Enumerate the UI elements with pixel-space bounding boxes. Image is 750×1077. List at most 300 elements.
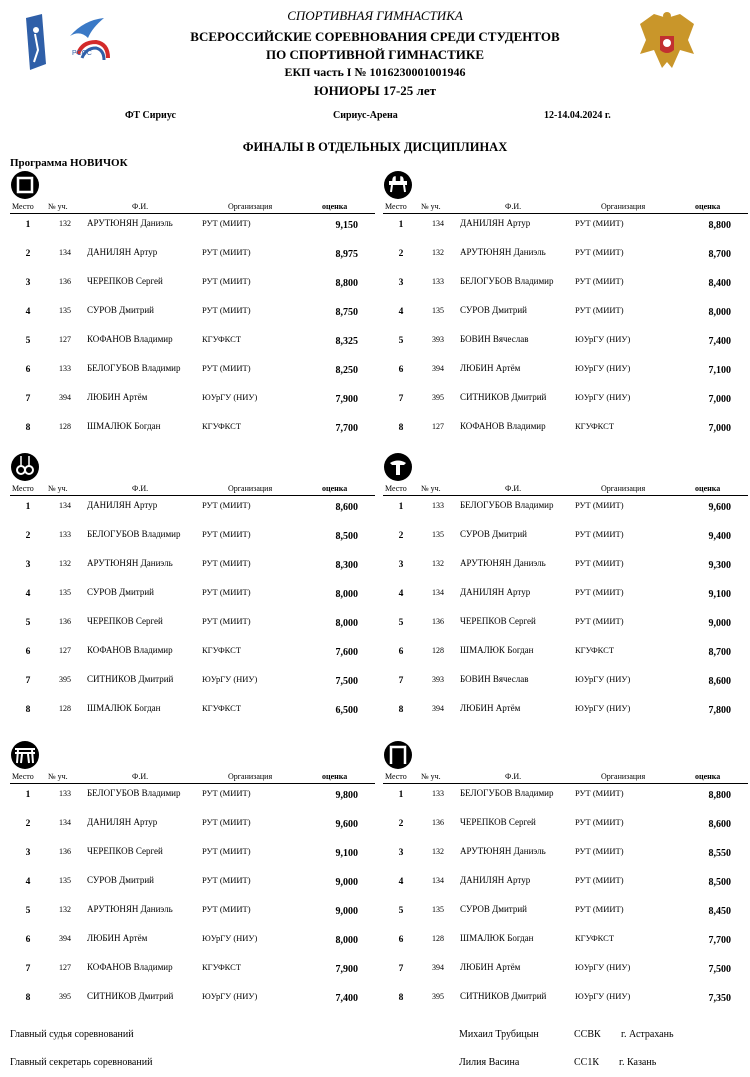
athlete-number-cell: 394: [432, 704, 444, 713]
table-row: [383, 614, 748, 643]
score-cell: 8,800: [708, 220, 731, 231]
table-row: [383, 643, 748, 672]
place-cell: 1: [398, 502, 404, 512]
athlete-name-cell: ЛЮБИН Артём: [460, 703, 521, 713]
athlete-number-cell: 136: [59, 277, 71, 286]
organization-cell: РУТ (МИИТ): [575, 587, 624, 597]
table-row: [383, 498, 748, 527]
table-row: [10, 419, 375, 448]
organization-cell: ЮУрГУ (НИУ): [575, 991, 631, 1001]
organization-cell: РУТ (МИИТ): [202, 875, 251, 885]
score-cell: 9,100: [335, 848, 358, 859]
table-row: [10, 701, 375, 730]
athlete-number-cell: 394: [59, 934, 71, 943]
table-row: [10, 390, 375, 419]
organization-cell: РУТ (МИИТ): [202, 904, 251, 914]
head-judge-title: Главный судья соревнований: [10, 1029, 134, 1040]
table-header: [383, 482, 748, 496]
place-cell: 2: [398, 249, 404, 259]
athlete-number-cell: 395: [59, 992, 71, 1001]
athlete-number-cell: 132: [59, 905, 71, 914]
place-cell: 7: [25, 676, 31, 686]
score-cell: 7,700: [708, 935, 731, 946]
table-row: [10, 643, 375, 672]
floor-icon: [10, 170, 40, 200]
athlete-name-cell: СИТНИКОВ Дмитрий: [460, 991, 547, 1001]
athlete-name-cell: АРУТЮНЯН Даниэль: [460, 247, 546, 257]
head-judge-city: г. Астрахань: [621, 1029, 674, 1040]
athlete-name-cell: СУРОВ Дмитрий: [460, 904, 527, 914]
place-cell: 4: [25, 877, 31, 887]
vault-icon: [383, 452, 413, 482]
head-secretary-title: Главный секретарь соревнований: [10, 1057, 153, 1068]
athlete-name-cell: СИТНИКОВ Дмитрий: [87, 674, 174, 684]
athlete-number-cell: 393: [432, 335, 444, 344]
score-cell: 9,000: [335, 906, 358, 917]
column-header-num: № уч.: [421, 772, 441, 781]
table-row: [383, 274, 748, 303]
athlete-number-cell: 133: [59, 364, 71, 373]
athlete-name-cell: ДАНИЛЯН Артур: [460, 587, 531, 597]
score-cell: 7,500: [335, 676, 358, 687]
athlete-name-cell: ДАНИЛЯН Артур: [460, 875, 531, 885]
table-row: [383, 332, 748, 361]
score-cell: 9,100: [708, 589, 731, 600]
athlete-name-cell: БЕЛОГУБОВ Владимир: [87, 529, 181, 539]
athlete-name-cell: КОФАНОВ Владимир: [87, 645, 173, 655]
athlete-number-cell: 135: [432, 905, 444, 914]
place-cell: 6: [25, 935, 31, 945]
place-cell: 4: [25, 589, 31, 599]
organization-cell: РУТ (МИИТ): [575, 817, 624, 827]
athlete-name-cell: АРУТЮНЯН Даниэль: [87, 218, 173, 228]
parallel-bars-icon: [10, 740, 40, 770]
place-cell: 5: [398, 336, 404, 346]
organization-cell: КГУФКСТ: [202, 703, 242, 713]
table-row: [10, 614, 375, 643]
table-row: [383, 216, 748, 245]
score-cell: 7,400: [708, 336, 731, 347]
organization-cell: ЮУрГУ (НИУ): [575, 334, 631, 344]
place-cell: 2: [25, 249, 31, 259]
place-cell: 5: [398, 618, 404, 628]
place-cell: 3: [25, 560, 31, 570]
score-cell: 7,400: [335, 993, 358, 1004]
athlete-name-cell: ШМАЛЮК Богдан: [87, 703, 161, 713]
organizer: ФТ Сириус: [125, 110, 176, 121]
place-cell: 5: [25, 618, 31, 628]
head-secretary-category: СС1К: [574, 1057, 600, 1068]
table-row: [10, 585, 375, 614]
athlete-name-cell: СИТНИКОВ Дмитрий: [460, 392, 547, 402]
age-category: ЮНИОРЫ 17-25 лет: [314, 83, 436, 98]
column-header-score: оценка: [322, 202, 348, 211]
logo-text: РССС: [72, 50, 92, 57]
place-cell: 2: [398, 531, 404, 541]
place-cell: 6: [398, 935, 404, 945]
athlete-number-cell: 133: [432, 789, 444, 798]
column-header-score: оценка: [322, 772, 348, 781]
table-row: [10, 274, 375, 303]
table-row: [383, 873, 748, 902]
score-cell: 7,500: [708, 964, 731, 975]
place-cell: 8: [25, 993, 31, 1003]
athlete-number-cell: 127: [432, 422, 444, 431]
place-cell: 5: [25, 336, 31, 346]
score-cell: 7,350: [708, 993, 731, 1004]
athlete-number-cell: 132: [59, 219, 71, 228]
athlete-name-cell: ЧЕРЕПКОВ Сергей: [460, 817, 536, 827]
table-row: [383, 701, 748, 730]
score-cell: 8,250: [335, 365, 358, 376]
place-cell: 5: [398, 906, 404, 916]
athlete-number-cell: 133: [59, 530, 71, 539]
athlete-name-cell: АРУТЮНЯН Даниэль: [460, 558, 546, 568]
place-cell: 7: [398, 964, 404, 974]
column-header-place: Место: [385, 484, 407, 493]
athlete-name-cell: ШМАЛЮК Богдан: [87, 421, 161, 431]
athlete-name-cell: БЕЛОГУБОВ Владимир: [460, 788, 554, 798]
apparatus-results-table: [383, 452, 748, 732]
athlete-name-cell: ДАНИЛЯН Артур: [460, 218, 531, 228]
score-cell: 8,000: [708, 307, 731, 318]
athlete-number-cell: 395: [432, 992, 444, 1001]
apparatus-results-table: [383, 740, 748, 1020]
athlete-name-cell: ШМАЛЮК Богдан: [460, 645, 534, 655]
score-cell: 9,800: [335, 790, 358, 801]
column-header-place: Место: [12, 484, 34, 493]
organization-cell: РУТ (МИИТ): [202, 817, 251, 827]
score-cell: 8,300: [335, 560, 358, 571]
organization-cell: КГУФКСТ: [575, 645, 615, 655]
athlete-name-cell: АРУТЮНЯН Даниэль: [87, 904, 173, 914]
athlete-name-cell: ДАНИЛЯН Артур: [87, 247, 158, 257]
column-header-num: № уч.: [48, 772, 68, 781]
organization-cell: РУТ (МИИТ): [575, 875, 624, 885]
athlete-number-cell: 135: [432, 530, 444, 539]
score-cell: 7,900: [335, 394, 358, 405]
score-cell: 9,150: [335, 220, 358, 231]
athlete-number-cell: 133: [59, 789, 71, 798]
organization-cell: РУТ (МИИТ): [202, 276, 251, 286]
score-cell: 8,000: [335, 589, 358, 600]
column-header-score: оценка: [695, 202, 721, 211]
score-cell: 9,000: [708, 618, 731, 629]
athlete-name-cell: СИТНИКОВ Дмитрий: [87, 991, 174, 1001]
place-cell: 1: [398, 790, 404, 800]
organization-cell: РУТ (МИИТ): [575, 846, 624, 856]
score-cell: 8,750: [335, 307, 358, 318]
score-cell: 8,000: [335, 618, 358, 629]
column-header-num: № уч.: [48, 202, 68, 211]
athlete-number-cell: 136: [59, 617, 71, 626]
place-cell: 3: [398, 278, 404, 288]
place-cell: 6: [25, 365, 31, 375]
table-row: [10, 902, 375, 931]
athlete-number-cell: 128: [432, 646, 444, 655]
place-cell: 7: [398, 676, 404, 686]
column-header-org: Организация: [601, 772, 646, 781]
apparatus-results-table: [383, 170, 748, 450]
athlete-number-cell: 134: [59, 818, 71, 827]
place-cell: 4: [25, 307, 31, 317]
athlete-name-cell: ЛЮБИН Артём: [460, 363, 521, 373]
score-cell: 8,600: [708, 676, 731, 687]
head-secretary-city: г. Казань: [619, 1057, 657, 1068]
place-cell: 2: [398, 819, 404, 829]
score-cell: 7,600: [335, 647, 358, 658]
athlete-name-cell: ЧЕРЕПКОВ Сергей: [87, 846, 163, 856]
score-cell: 8,700: [708, 647, 731, 658]
score-cell: 8,500: [335, 531, 358, 542]
place-cell: 2: [25, 819, 31, 829]
organization-cell: РУТ (МИИТ): [202, 788, 251, 798]
score-cell: 8,325: [335, 336, 358, 347]
table-row: [383, 844, 748, 873]
table-row: [10, 498, 375, 527]
column-header-name: Ф.И.: [132, 772, 149, 781]
athlete-name-cell: КОФАНОВ Владимир: [87, 962, 173, 972]
athlete-number-cell: 394: [432, 364, 444, 373]
table-row: [383, 672, 748, 701]
athlete-name-cell: СУРОВ Дмитрий: [87, 587, 154, 597]
organization-cell: РУТ (МИИТ): [202, 305, 251, 315]
venue: Сириус-Арена: [333, 110, 398, 121]
table-row: [383, 902, 748, 931]
athlete-name-cell: ЧЕРЕПКОВ Сергей: [460, 616, 536, 626]
place-cell: 4: [398, 589, 404, 599]
athlete-name-cell: ШМАЛЮК Богдан: [460, 933, 534, 943]
athlete-number-cell: 128: [432, 934, 444, 943]
athlete-name-cell: БОВИН Вячеслав: [460, 334, 529, 344]
organization-cell: РУТ (МИИТ): [575, 904, 624, 914]
place-cell: 3: [398, 560, 404, 570]
table-row: [383, 527, 748, 556]
head-judge-name: Михаил Трубицын: [459, 1029, 539, 1040]
score-cell: 9,600: [708, 502, 731, 513]
place-cell: 5: [25, 906, 31, 916]
table-row: [383, 931, 748, 960]
table-row: [383, 960, 748, 989]
score-cell: 7,100: [708, 365, 731, 376]
column-header-name: Ф.И.: [505, 202, 522, 211]
score-cell: 7,900: [335, 964, 358, 975]
ekp-number: ЕКП часть I № 1016230001001946: [284, 65, 466, 79]
organization-cell: РУТ (МИИТ): [575, 788, 624, 798]
score-cell: 7,000: [708, 394, 731, 405]
table-row: [10, 556, 375, 585]
score-cell: 8,450: [708, 906, 731, 917]
column-header-name: Ф.И.: [505, 484, 522, 493]
place-cell: 3: [25, 278, 31, 288]
place-cell: 8: [398, 993, 404, 1003]
score-cell: 8,800: [335, 278, 358, 289]
athlete-name-cell: СУРОВ Дмитрий: [87, 875, 154, 885]
athlete-name-cell: ЛЮБИН Артём: [460, 962, 521, 972]
place-cell: 6: [25, 647, 31, 657]
table-row: [10, 873, 375, 902]
dates: 12-14.04.2024 г.: [544, 110, 611, 121]
column-header-org: Организация: [601, 202, 646, 211]
column-header-org: Организация: [228, 484, 273, 493]
column-header-score: оценка: [695, 772, 721, 781]
organization-cell: КГУФКСТ: [575, 421, 615, 431]
pommel-horse-icon: [383, 170, 413, 200]
place-cell: 8: [398, 423, 404, 433]
column-header-place: Место: [12, 772, 34, 781]
column-header-num: № уч.: [421, 202, 441, 211]
table-header: [10, 200, 375, 214]
table-row: [10, 931, 375, 960]
table-row: [383, 815, 748, 844]
organization-cell: КГУФКСТ: [202, 421, 242, 431]
table-header: [383, 770, 748, 784]
column-header-place: Место: [385, 772, 407, 781]
table-row: [10, 786, 375, 815]
place-cell: 7: [25, 964, 31, 974]
athlete-number-cell: 134: [59, 248, 71, 257]
place-cell: 8: [398, 705, 404, 715]
athlete-number-cell: 135: [59, 876, 71, 885]
organization-cell: РУТ (МИИТ): [575, 500, 624, 510]
athlete-name-cell: КОФАНОВ Владимир: [460, 421, 546, 431]
score-cell: 7,000: [708, 423, 731, 434]
place-cell: 1: [25, 220, 31, 230]
organization-cell: РУТ (МИИТ): [575, 529, 624, 539]
place-cell: 7: [398, 394, 404, 404]
athlete-number-cell: 394: [432, 963, 444, 972]
table-row: [10, 527, 375, 556]
score-cell: 8,550: [708, 848, 731, 859]
athlete-name-cell: СУРОВ Дмитрий: [460, 529, 527, 539]
athlete-name-cell: СУРОВ Дмитрий: [460, 305, 527, 315]
column-header-num: № уч.: [421, 484, 441, 493]
organization-cell: КГУФКСТ: [575, 933, 615, 943]
score-cell: 8,600: [335, 502, 358, 513]
organization-cell: КГУФКСТ: [202, 645, 242, 655]
table-row: [383, 556, 748, 585]
table-row: [10, 815, 375, 844]
place-cell: 8: [25, 423, 31, 433]
athlete-name-cell: ЧЕРЕПКОВ Сергей: [87, 276, 163, 286]
table-row: [10, 960, 375, 989]
athlete-name-cell: ДАНИЛЯН Артур: [87, 817, 158, 827]
athlete-number-cell: 128: [59, 704, 71, 713]
athlete-number-cell: 136: [432, 617, 444, 626]
table-row: [383, 989, 748, 1018]
organization-cell: ЮУрГУ (НИУ): [202, 933, 258, 943]
score-cell: 9,300: [708, 560, 731, 571]
athlete-number-cell: 132: [432, 248, 444, 257]
head-judge-category: ССВК: [574, 1029, 601, 1040]
athlete-number-cell: 134: [432, 588, 444, 597]
column-header-score: оценка: [322, 484, 348, 493]
score-cell: 9,000: [335, 877, 358, 888]
athlete-number-cell: 128: [59, 422, 71, 431]
athlete-number-cell: 135: [59, 588, 71, 597]
apparatus-results-table: [10, 170, 375, 450]
athlete-number-cell: 135: [432, 306, 444, 315]
table-row: [10, 216, 375, 245]
table-row: [383, 585, 748, 614]
score-cell: 8,000: [335, 935, 358, 946]
athlete-number-cell: 134: [432, 219, 444, 228]
organization-cell: РУТ (МИИТ): [202, 247, 251, 257]
athlete-number-cell: 133: [432, 501, 444, 510]
athlete-name-cell: ЛЮБИН Артём: [87, 392, 148, 402]
organization-cell: ЮУрГУ (НИУ): [202, 392, 258, 402]
place-cell: 1: [25, 790, 31, 800]
score-cell: 8,500: [708, 877, 731, 888]
place-cell: 4: [398, 307, 404, 317]
place-cell: 3: [25, 848, 31, 858]
place-cell: 3: [398, 848, 404, 858]
column-header-org: Организация: [228, 772, 273, 781]
column-header-org: Организация: [228, 202, 273, 211]
organization-cell: ЮУрГУ (НИУ): [575, 703, 631, 713]
organization-cell: ЮУрГУ (НИУ): [575, 674, 631, 684]
place-cell: 1: [25, 502, 31, 512]
organization-cell: РУТ (МИИТ): [575, 276, 624, 286]
table-row: [383, 245, 748, 274]
rings-icon: [10, 452, 40, 482]
column-header-place: Место: [385, 202, 407, 211]
athlete-number-cell: 135: [59, 306, 71, 315]
athlete-number-cell: 127: [59, 963, 71, 972]
organization-cell: РУТ (МИИТ): [202, 558, 251, 568]
organization-cell: РУТ (МИИТ): [202, 846, 251, 856]
athlete-number-cell: 136: [432, 818, 444, 827]
place-cell: 7: [25, 394, 31, 404]
score-cell: 8,700: [708, 249, 731, 260]
place-cell: 4: [398, 877, 404, 887]
table-header: [10, 770, 375, 784]
athlete-number-cell: 395: [59, 675, 71, 684]
athlete-name-cell: ЛЮБИН Артём: [87, 933, 148, 943]
table-row: [10, 245, 375, 274]
organization-cell: РУТ (МИИТ): [202, 529, 251, 539]
athlete-name-cell: СУРОВ Дмитрий: [87, 305, 154, 315]
place-cell: 2: [25, 531, 31, 541]
table-header: [10, 482, 375, 496]
high-bar-icon: [383, 740, 413, 770]
section-title: ФИНАЛЫ В ОТДЕЛЬНЫХ ДИСЦИПЛИНАХ: [242, 140, 508, 154]
athlete-number-cell: 133: [432, 277, 444, 286]
head-secretary-name: Лилия Васина: [459, 1057, 520, 1068]
organization-cell: РУТ (МИИТ): [202, 363, 251, 373]
column-header-name: Ф.И.: [132, 484, 149, 493]
score-cell: 7,800: [708, 705, 731, 716]
organization-cell: ЮУрГУ (НИУ): [202, 674, 258, 684]
score-cell: 9,400: [708, 531, 731, 542]
column-header-score: оценка: [695, 484, 721, 493]
athlete-name-cell: БЕЛОГУБОВ Владимир: [460, 500, 554, 510]
athlete-name-cell: БЕЛОГУБОВ Владимир: [87, 788, 181, 798]
organization-cell: РУТ (МИИТ): [575, 218, 624, 228]
athlete-name-cell: БОВИН Вячеслав: [460, 674, 529, 684]
competition-title: ВСЕРОССИЙСКИЕ СОРЕВНОВАНИЯ СРЕДИ СТУДЕНТОВ: [190, 29, 560, 44]
competition-subtitle: ПО СПОРТИВНОЙ ГИМНАСТИКЕ: [266, 47, 484, 62]
program-label: Программа НОВИЧОК: [10, 157, 128, 169]
apparatus-results-table: [10, 452, 375, 732]
athlete-number-cell: 132: [432, 847, 444, 856]
athlete-name-cell: АРУТЮНЯН Даниэль: [460, 846, 546, 856]
table-row: [10, 672, 375, 701]
organization-cell: РУТ (МИИТ): [575, 247, 624, 257]
score-cell: 8,400: [708, 278, 731, 289]
sport-title: СПОРТИВНАЯ ГИМНАСТИКА: [287, 8, 463, 23]
organization-cell: ЮУрГУ (НИУ): [202, 991, 258, 1001]
